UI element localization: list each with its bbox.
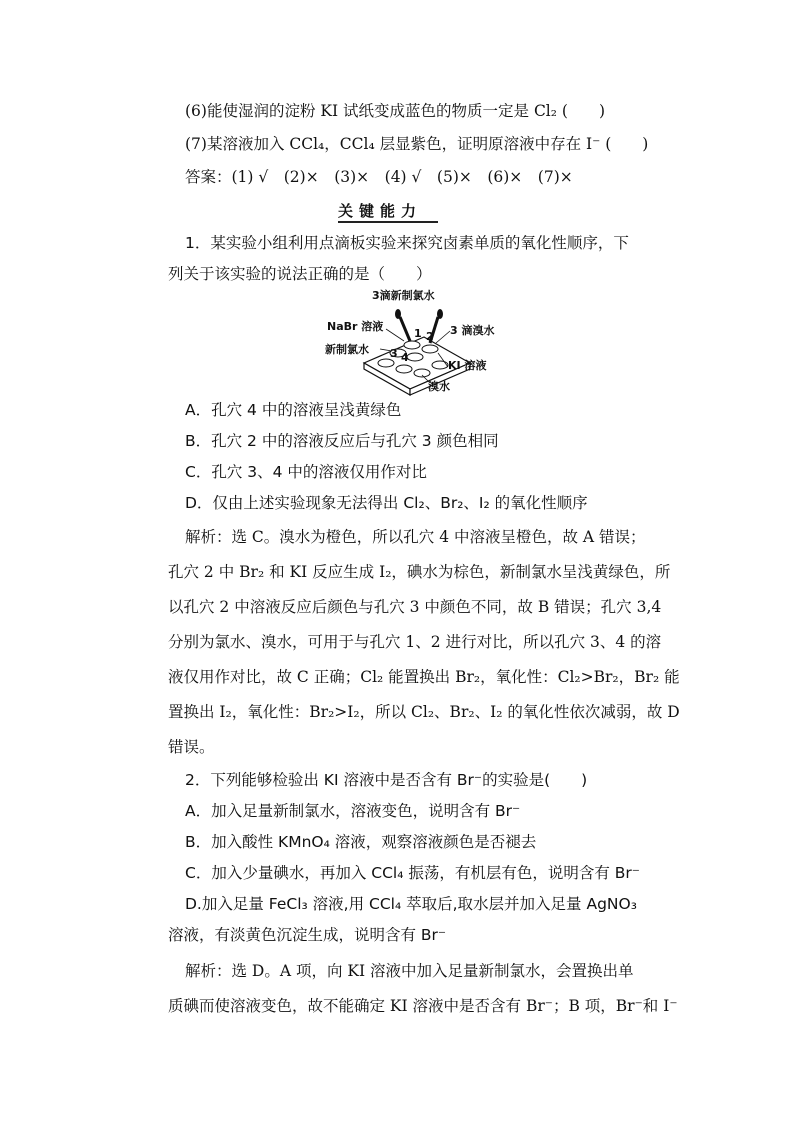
q1-stem-line2: 列关于该实验的说法正确的是（ ）	[168, 265, 432, 283]
statement-7: (7)某溶液加入 CCl₄，CCl₄ 层显紫色，证明原溶液中存在 I⁻ ( )	[185, 135, 649, 153]
q1-option-c: C．孔穴 3、4 中的溶液仅用作对比	[185, 463, 427, 481]
q1-analysis-line: 分别为氯水、溴水，可用于与孔穴 1、2 进行对比，所以孔穴 3、4 的溶	[168, 633, 662, 651]
label-well-4: 4	[401, 351, 409, 364]
q1-option-b: B．孔穴 2 中的溶液反应后与孔穴 3 颜色相同	[185, 432, 499, 450]
section-title-underline	[338, 221, 438, 223]
q1-analysis-line: 错误。	[168, 738, 215, 756]
well-6	[396, 365, 412, 373]
label-well-3: 3	[390, 347, 398, 360]
q1-analysis-line: 解析：选 C。溴水为橙色，所以孔穴 4 中溶液呈橙色，故 A 错误；	[185, 528, 646, 546]
q1-option-d: D．仅由上述实验现象无法得出 Cl₂、Br₂、I₂ 的氧化性顺序	[185, 494, 588, 512]
q2-option-d: D.加入足量 FeCl₃ 溶液,用 CCl₄ 萃取后,取水层并加入足量 AgNO₃	[185, 895, 637, 913]
q1-analysis-line: 液仅用作对比，故 C 正确；Cl₂ 能置换出 Br₂，氧化性：Cl₂>Br₂，Br₂ 能	[168, 668, 680, 686]
well-4	[407, 353, 423, 361]
well-5	[378, 359, 394, 367]
label-top: 3滴新制氯水	[372, 289, 435, 302]
leader-bromine-drops	[436, 331, 450, 343]
section-title: 关键能力	[338, 202, 423, 220]
label-bromine-drops: 3 滴溴水	[450, 324, 495, 337]
label-well-2: 2	[426, 330, 434, 343]
dropper-left-bulb	[395, 309, 401, 319]
label-well-1: 1	[414, 327, 422, 340]
q1-analysis-line: 孔穴 2 中 Br₂ 和 KI 反应生成 I₂，碘水为棕色，新制氯水呈浅黄绿色，所	[168, 563, 671, 581]
well-7	[414, 369, 430, 377]
label-chlorine-water: 新制氯水	[325, 343, 369, 356]
q2-option-b: B．加入酸性 KMnO₄ 溶液，观察溶液颜色是否褪去	[185, 833, 537, 851]
label-ki: KI 溶液	[448, 359, 487, 372]
well-8	[432, 361, 448, 369]
q2-analysis-line: 质碘而使溶液变色，故不能确定 KI 溶液中是否含有 Br⁻；B 项，Br⁻和 I⁻	[168, 997, 678, 1015]
q1-stem-line1: 1．某实验小组利用点滴板实验来探究卤素单质的氧化性顺序，下	[185, 234, 629, 252]
q2-option-d-cont: 溶液，有淡黄色沉淀生成，说明含有 Br⁻	[168, 926, 447, 944]
answer-line: 答案：(1) √ (2)× (3)× (4) √ (5)× (6)× (7)×	[185, 168, 573, 186]
spot-plate-figure	[320, 287, 510, 399]
leader-nabr	[386, 329, 404, 341]
q1-analysis-line: 置换出 I₂，氧化性：Br₂>I₂，所以 Cl₂、Br₂、I₂ 的氧化性依次减弱，故 D	[168, 703, 680, 721]
q2-option-c: C．加入少量碘水，再加入 CCl₄ 振荡，有机层有色，说明含有 Br⁻	[185, 864, 640, 882]
well-2	[422, 345, 438, 353]
q1-option-a: A．孔穴 4 中的溶液呈浅黄绿色	[185, 401, 402, 419]
dropper-left	[400, 317, 410, 341]
q1-analysis-line: 以孔穴 2 中溶液反应后颜色与孔穴 3 中颜色不同，故 B 错误；孔穴 3,4	[168, 598, 662, 616]
well-1	[404, 341, 420, 349]
label-nabr: NaBr 溶液	[327, 320, 384, 333]
statement-6: (6)能使湿润的淀粉 KI 试纸变成蓝色的物质一定是 Cl₂ ( )	[185, 102, 605, 120]
q2-stem: 2．下列能够检验出 KI 溶液中是否含有 Br⁻的实验是( )	[185, 771, 588, 789]
dropper-right-bulb	[437, 309, 443, 319]
q2-option-a: A．加入足量新制氯水，溶液变色，说明含有 Br⁻	[185, 802, 521, 820]
label-bromine-water: 溴水	[428, 380, 450, 393]
q2-analysis-line: 解析：选 D。A 项，向 KI 溶液中加入足量新制氯水，会置换出单	[185, 962, 634, 980]
